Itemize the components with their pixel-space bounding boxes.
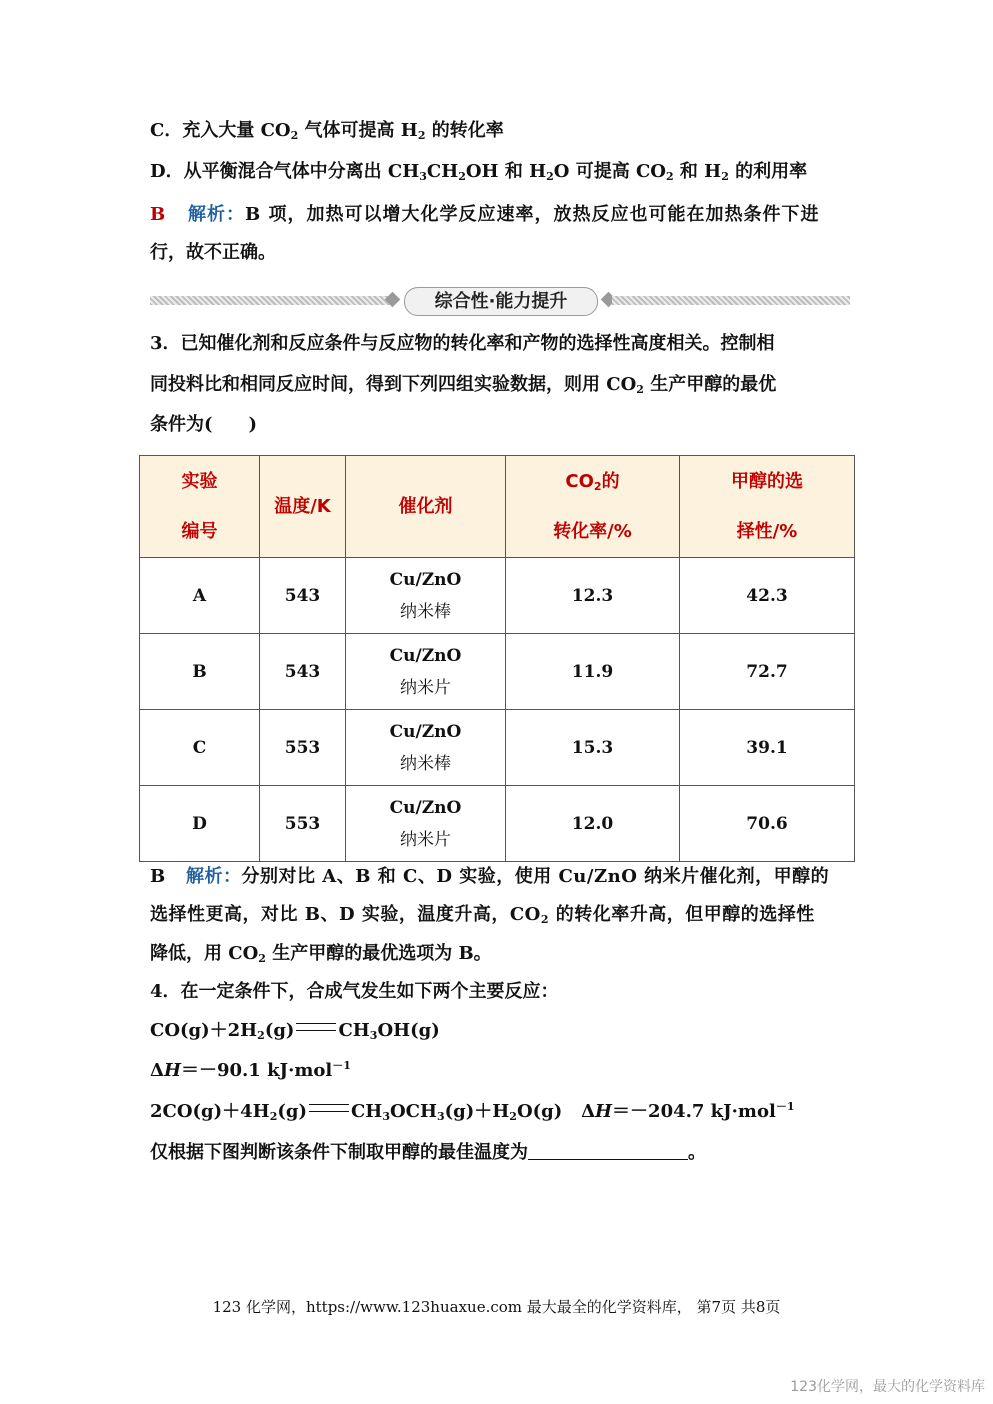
- explanation-text: 选择性更高，对比 B、D 实验，温度升高，CO: [150, 904, 541, 925]
- cell-catalyst: Cu/ZnO 纳米片: [346, 634, 506, 710]
- cell-temp: 543: [260, 558, 346, 634]
- q3-answer-line-1: [150, 863, 829, 891]
- answer-letter: B: [150, 866, 166, 887]
- q3-answer-line-3: [150, 940, 492, 968]
- option-d-text: O 可提高 CO: [553, 161, 666, 182]
- header-co2-conversion: $CO_2$的 转化率/%: [506, 456, 680, 558]
- cell-conversion: 12.3: [506, 558, 680, 634]
- experiment-table: [139, 455, 855, 862]
- page-footer: 123 化学网，https://www.123huaxue.com 最大最全的化学资料库， 第7页 共8页: [212, 1298, 781, 1316]
- subscript: 2: [546, 170, 554, 183]
- subscript: 2: [290, 129, 299, 142]
- q4-prompt: 仅根据下图判断该条件下制取甲醇的最佳温度为 。: [150, 1142, 706, 1163]
- table-row: [140, 710, 855, 786]
- header-methanol-selectivity: 甲醇的选 择性/%: [680, 456, 855, 558]
- explanation-label: 解析：: [188, 204, 246, 225]
- question-text: 同投料比和相同反应时间，得到下列四组实验数据，则用 CO: [150, 374, 637, 395]
- explanation-text: 行，故不正确。: [150, 242, 276, 263]
- answer-blank[interactable]: [528, 1141, 688, 1160]
- cell-id: A: [140, 558, 260, 634]
- question-text: 生产甲醇的最优: [643, 374, 777, 395]
- cell-id: C: [140, 710, 260, 786]
- q3-answer-line-2: [150, 901, 815, 929]
- subscript: 2: [417, 129, 426, 142]
- option-d: [150, 158, 807, 186]
- table-row: [140, 558, 855, 634]
- option-c-text-1: C．充入大量 CO: [150, 120, 291, 141]
- cell-id: B: [140, 634, 260, 710]
- section-title: 综合性·能力提升: [404, 287, 598, 316]
- q2-answer-line-2: [150, 239, 276, 267]
- question-text: 4．在一定条件下，合成气发生如下两个主要反应：: [150, 981, 559, 1002]
- section-divider: [150, 287, 850, 315]
- q4-equation-1: $CO(g)+2H_2(g)$ $CH_3OH(g)$: [150, 1020, 440, 1042]
- cell-catalyst: Cu/ZnO 纳米棒: [346, 710, 506, 786]
- cell-selectivity: 70.6: [680, 786, 855, 862]
- explanation-text: B 项，加热可以增大化学反应速率，放热反应也可能在加热条件下进: [245, 204, 820, 225]
- cell-conversion: 12.0: [506, 786, 680, 862]
- header-catalyst: 催化剂: [346, 456, 506, 558]
- option-d-text: CH: [426, 161, 459, 182]
- cell-catalyst: Cu/ZnO 纳米片: [346, 786, 506, 862]
- cell-temp: 543: [260, 634, 346, 710]
- option-d-text: 的利用率: [728, 161, 808, 182]
- option-d-text: OH 和 H: [465, 161, 547, 182]
- table-row: [140, 786, 855, 862]
- cell-selectivity: 42.3: [680, 558, 855, 634]
- q4-intro: [150, 978, 559, 1006]
- cell-selectivity: 72.7: [680, 634, 855, 710]
- subscript: 2: [540, 913, 550, 926]
- header-temperature: 温度/K: [260, 456, 346, 558]
- cell-conversion: 15.3: [506, 710, 680, 786]
- q3-line-3: [150, 411, 257, 439]
- cell-id: D: [140, 786, 260, 862]
- equilibrium-equals-sign: [296, 1023, 336, 1031]
- cell-conversion: 11.9: [506, 634, 680, 710]
- subscript: 2: [458, 170, 466, 183]
- question-text: 条件为( ): [150, 414, 258, 435]
- option-c-text-3: 的转化率: [425, 120, 504, 141]
- divider-bar-left: [150, 296, 390, 305]
- cell-temp: 553: [260, 710, 346, 786]
- header-experiment-id: 实验 编号: [140, 456, 260, 558]
- cell-temp: 553: [260, 786, 346, 862]
- explanation-text: 生产甲醇的最优选项为 B。: [265, 943, 492, 964]
- answer-letter: B: [150, 204, 167, 225]
- divider-bar-right: [612, 296, 850, 305]
- equilibrium-equals-sign: [309, 1104, 349, 1112]
- option-c: [150, 117, 504, 145]
- subscript: 3: [419, 170, 427, 183]
- cell-selectivity: 39.1: [680, 710, 855, 786]
- watermark: 123化学网，最大的化学资料库: [790, 1379, 985, 1395]
- q2-answer-line-1: [150, 201, 820, 229]
- explanation-label: 解析：: [186, 866, 242, 887]
- subscript: 2: [636, 383, 644, 396]
- explanation-text: 分别对比 A、B 和 C、D 实验，使用 Cu/ZnO 纳米片催化剂，甲醇的: [241, 866, 830, 887]
- option-d-text: D．从平衡混合气体中分离出 CH: [150, 161, 420, 182]
- question-text: 3．已知催化剂和反应条件与反应物的转化率和产物的选择性高度相关。控制相: [150, 333, 775, 354]
- option-d-text: 和 H: [673, 161, 722, 182]
- question-text: 仅根据下图判断该条件下制取甲醇的最佳温度为: [150, 1142, 528, 1163]
- explanation-text: 的转化率升高，但甲醇的选择性: [549, 904, 815, 925]
- option-c-text-2: 气体可提高 H: [298, 120, 418, 141]
- q4-enthalpy-1: ΔH＝－90.1 kJ·mol$^{-1}$: [150, 1059, 351, 1081]
- cell-catalyst: Cu/ZnO 纳米棒: [346, 558, 506, 634]
- q3-line-2: [150, 371, 776, 399]
- q4-equation-2: $2CO(g)+4H_2(g)$ $CH_3OCH_3(g)+H_2O(g)$ ΔH＝－204.7 kJ·mol$^{-1}$: [150, 1100, 795, 1123]
- subscript: 2: [258, 952, 266, 965]
- table-row: [140, 634, 855, 710]
- table-header-row: [140, 456, 855, 558]
- explanation-text: 降低，用 CO: [150, 943, 259, 964]
- q3-line-1: [150, 330, 775, 358]
- subscript: 2: [665, 170, 674, 183]
- subscript: 2: [721, 170, 729, 183]
